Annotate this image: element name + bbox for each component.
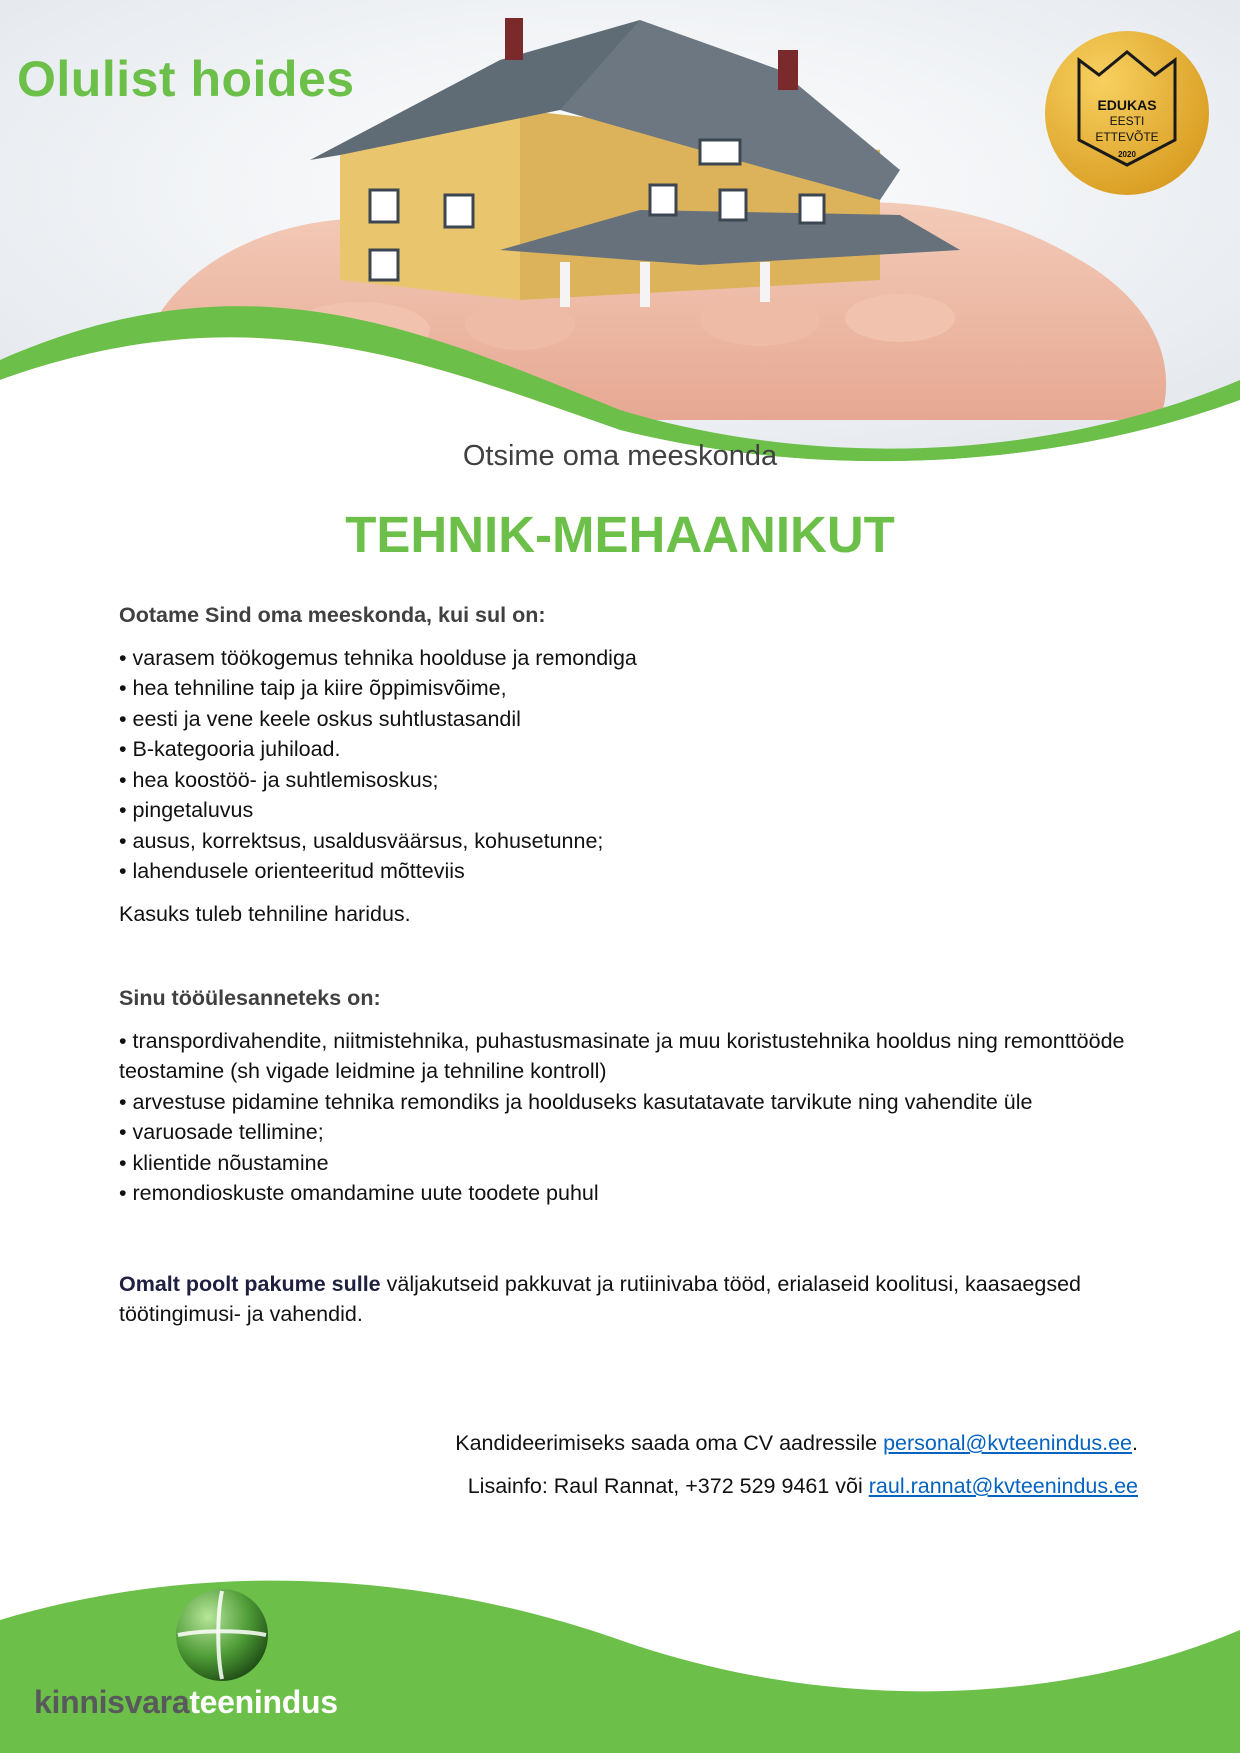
list-item: • remondioskuste omandamine uute toodete puhul: [119, 1178, 1139, 1209]
list-item: • pingetaluvus: [119, 795, 1139, 826]
list-item: • klientide nõustamine: [119, 1148, 1139, 1179]
hero-image: [0, 0, 1240, 470]
badge-emblem-icon: [1044, 30, 1210, 196]
requirements-note: Kasuks tuleb tehniline haridus.: [119, 901, 411, 926]
apply-end: .: [1132, 1431, 1138, 1455]
info-email-link[interactable]: raul.rannat@kvteenindus.ee: [868, 1474, 1138, 1498]
tagline: Olulist hoides: [17, 51, 355, 107]
main-content: [119, 600, 1139, 1330]
list-item: • hea koostöö- ja suhtlemisoskus;: [119, 765, 1139, 796]
offer-lead: Omalt poolt pakume sulle: [119, 1271, 381, 1296]
badge-line3: ETTEVÕTE: [1095, 130, 1159, 144]
brand-part2: teenindus: [189, 1684, 338, 1720]
tasks-heading: Sinu tööülesanneteks on:: [119, 986, 381, 1010]
brand-part1: kinnisvara: [34, 1684, 190, 1720]
list-item: • lahendusele orienteeritud mõtteviis: [119, 856, 1139, 887]
list-item: • varasem töökogemus tehnika hoolduse ja remondiga: [119, 643, 1139, 674]
brand-name: [34, 1684, 338, 1721]
list-item: • hea tehniline taip ja kiire õppimisvõime,: [119, 673, 1139, 704]
info-text: Lisainfo: Raul Rannat, +372 529 9461 või: [467, 1474, 869, 1498]
list-item: • B-kategooria juhiload.: [119, 734, 1139, 765]
apply-email-link[interactable]: personal@kvteenindus.ee: [883, 1431, 1133, 1455]
apply-line: [238, 1428, 1138, 1458]
offer-paragraph: [119, 1269, 1139, 1330]
badge-year: 2020: [1118, 150, 1136, 159]
list-item: • eesti ja vene keele oskus suhtlustasandil: [119, 704, 1139, 735]
requirements-heading: Ootame Sind oma meeskonda, kui sul on:: [119, 603, 546, 627]
apply-text: Kandideerimiseks saada oma CV aadressile: [455, 1431, 884, 1455]
job-title: TEHNIK-MEHAANIKUT: [345, 506, 895, 563]
badge-line1: EDUKAS: [1097, 97, 1157, 113]
edukas-ettevote-badge: [1044, 30, 1210, 196]
offer-text: väljakutseid pakkuvat ja rutiinivaba tööd, erialaseid koolitusi, kaasaegsed töötingimusi- ja vahendid.: [119, 1271, 1081, 1326]
requirements-list: [119, 643, 1139, 887]
subtitle: Otsime oma meeskonda: [462, 440, 778, 472]
list-item: • transpordivahendite, niitmistehnika, puhastusmasinate ja muu koristustehnika hooldus ning remonttööde teostamine (sh vigade leidmine ja tehniline kontroll): [119, 1026, 1139, 1087]
list-item: • varuosade tellimine;: [119, 1117, 1139, 1148]
list-item: • arvestuse pidamine tehnika remondiks ja hoolduseks kasutatavate tarvikute ning vahendite üle: [119, 1087, 1139, 1118]
list-item: • ausus, korrektsus, usaldusväärsus, kohusetunne;: [119, 826, 1139, 857]
info-line: [238, 1471, 1138, 1501]
badge-line2: EESTI: [1109, 114, 1145, 128]
tasks-list: [119, 1026, 1139, 1209]
company-logo-icon: [172, 1585, 272, 1685]
